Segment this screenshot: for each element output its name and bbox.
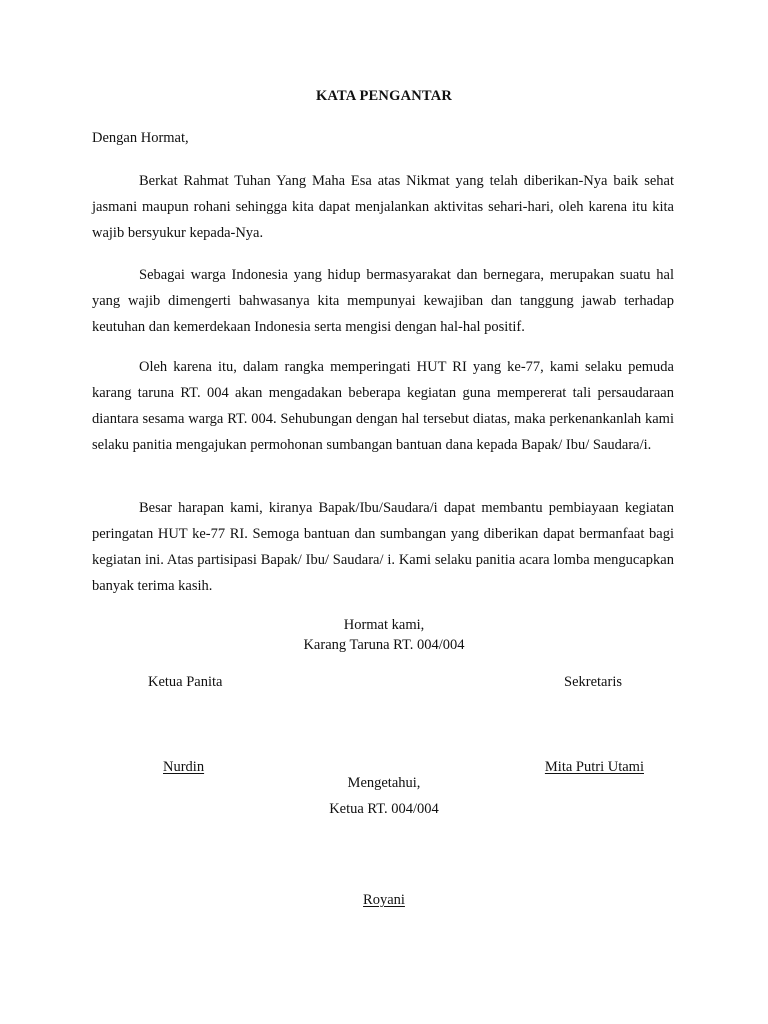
paragraph-3: Oleh karena itu, dalam rangka memperingati HUT RI yang ke-77, kami selaku pemuda karang taruna RT. 004 akan mengadakan beberapa kegiatan guna mempererat tali persaudaraan diantara sesama warga RT. 004. Sehubungan dengan hal tersebut diatas, maka perkenankanlah kami selaku panitia mengajukan permohonan sumbangan bantuan dana kepada Bapak/ Ibu/ Saudara/i. (92, 359, 674, 453)
left-signatory-name: Nurdin (163, 759, 205, 775)
acknowledgement-role: Ketua RT. 004/004 (329, 801, 439, 817)
paragraph-1: Berkat Rahmat Tuhan Yang Maha Esa atas Nikmat yang telah diberikan-Nya baik sehat jasmani maupun rohani sehingga kita dapat menjalankan aktivitas sehari-hari, oleh karena itu kita wajib bersyukur kepada-Nya. (92, 173, 674, 241)
paragraph-4: Besar harapan kami, kiranya Bapak/Ibu/Saudara/i dapat membantu pembiayaan kegiatan peringatan HUT ke-77 RI. Semoga bantuan dan sumbangan yang diberikan dapat bermanfaat bagi kegiatan ini. Atas partisipasi Bapak/ Ibu/ Saudara/ i. Kami selaku panitia acara lomba mengucapkan banyak terima kasih. (92, 500, 674, 594)
left-signatory-role: Ketua Panita (148, 674, 223, 690)
closing-organization: Karang Taruna RT. 004/004 (303, 637, 465, 653)
acknowledgement-name-wrapper (0, 892, 768, 909)
right-signatory-role: Sekretaris (564, 674, 622, 690)
paragraph-2: Sebagai warga Indonesia yang hidup bermasyarakat dan bernegara, merupakan suatu hal yang wajib dimengerti bahwasanya kita mempunyai kewajiban dan tanggung jawab terhadap keutuhan dan kemerdekaan Indonesia serta mengisi dengan hal-hal positif. (92, 267, 674, 335)
right-signatory-name: Mita Putri Utami (544, 759, 644, 775)
closing-regards: Hormat kami, (343, 617, 425, 633)
acknowledgement-label: Mengetahui, (347, 775, 421, 791)
acknowledgement-name: Royani (363, 892, 405, 908)
salutation: Dengan Hormat, (92, 130, 189, 146)
document-title: KATA PENGANTAR (315, 88, 453, 104)
